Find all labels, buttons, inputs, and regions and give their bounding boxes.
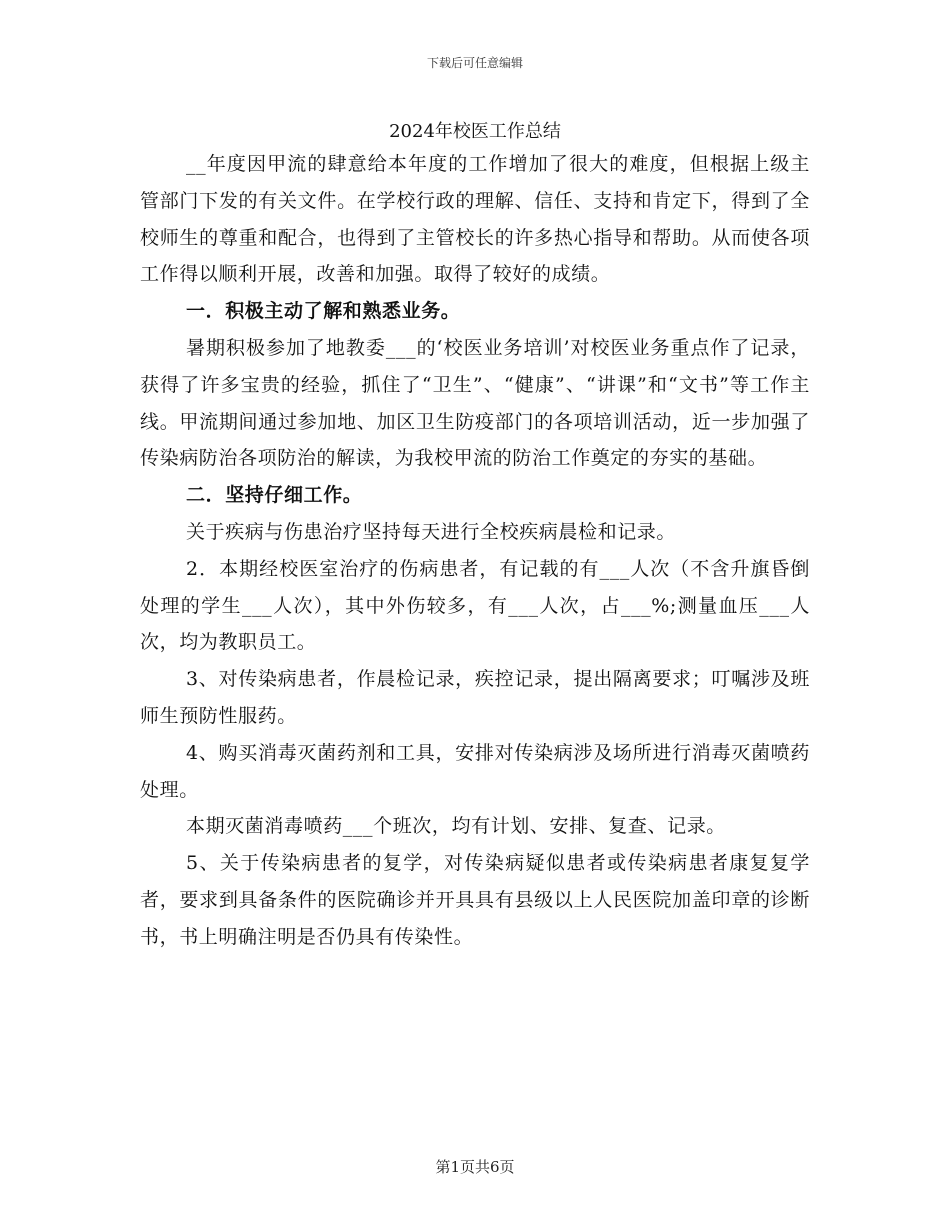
- paragraph-daily-check: 关于疾病与伤患治疗坚持每天进行全校疾病晨检和记录。: [186, 520, 677, 543]
- section-heading-1: 一．积极主动了解和熟悉业务。: [186, 300, 461, 323]
- page-number-footer: 第1页共6页: [435, 1158, 515, 1176]
- paragraph-item-5: 5、关于传染病患者的复学，对传染病疑似患者或传染病患者康复复学者，要求到具备条件的医院确诊并开具具有县级以上人民医院加盖印章的诊断书，书上明确注明是否仍具有传染性。: [140, 852, 810, 948]
- paragraph-item-4: 4、购买消毒灭菌药剂和工具，安排对传染病涉及场所进行消毒灭菌喷药处理。: [140, 741, 810, 801]
- paragraph-intro: __年度因甲流的肆意给本年度的工作增加了很大的难度，但根据上级主管部门下发的有关文件。在学校行政的理解、信任、支持和肯定下，得到了全校师生的尊重和配合，也得到了主管校长的许多热心指导和帮助。从而使各项工作得以顺利开展，改善和加强。取得了较好的成绩。: [140, 153, 810, 286]
- page-header-note: 下载后可任意编辑: [426, 56, 523, 70]
- paragraph-item-3: 3、对传染病患者，作晨检记录，疾控记录，提出隔离要求；叮嘱涉及班师生预防性服药。: [140, 668, 810, 727]
- document-body: [140, 146, 810, 956]
- paragraph-training: 暑期积极参加了地教委___的‘校医业务培训’对校医业务重点作了记录，获得了许多宝贵的经验，抓住了“卫生”、“健康”、“讲课”和“文书”等工作主线。甲流期间通过参加地、加区卫生防疫部门的各项培训活动，近一步加强了传染病防治各项防治的解读，为我校甲流的防治工作奠定的夯实的基础。: [140, 336, 810, 470]
- paragraph-item-2: 2．本期经校医室治疗的伤病患者，有记载的有___人次（不含升旗昏倒处理的学生___人次），其中外伤较多，有___人次，占___%;测量血压___人次，均为教职员工。: [140, 557, 810, 654]
- section-heading-2: 二．坚持仔细工作。: [186, 484, 363, 507]
- paragraph-disinfection: 本期灭菌消毒喷药___个班次，均有计划、安排、复查、记录。: [186, 815, 726, 838]
- document-title: 2024年校医工作总结: [389, 121, 561, 142]
